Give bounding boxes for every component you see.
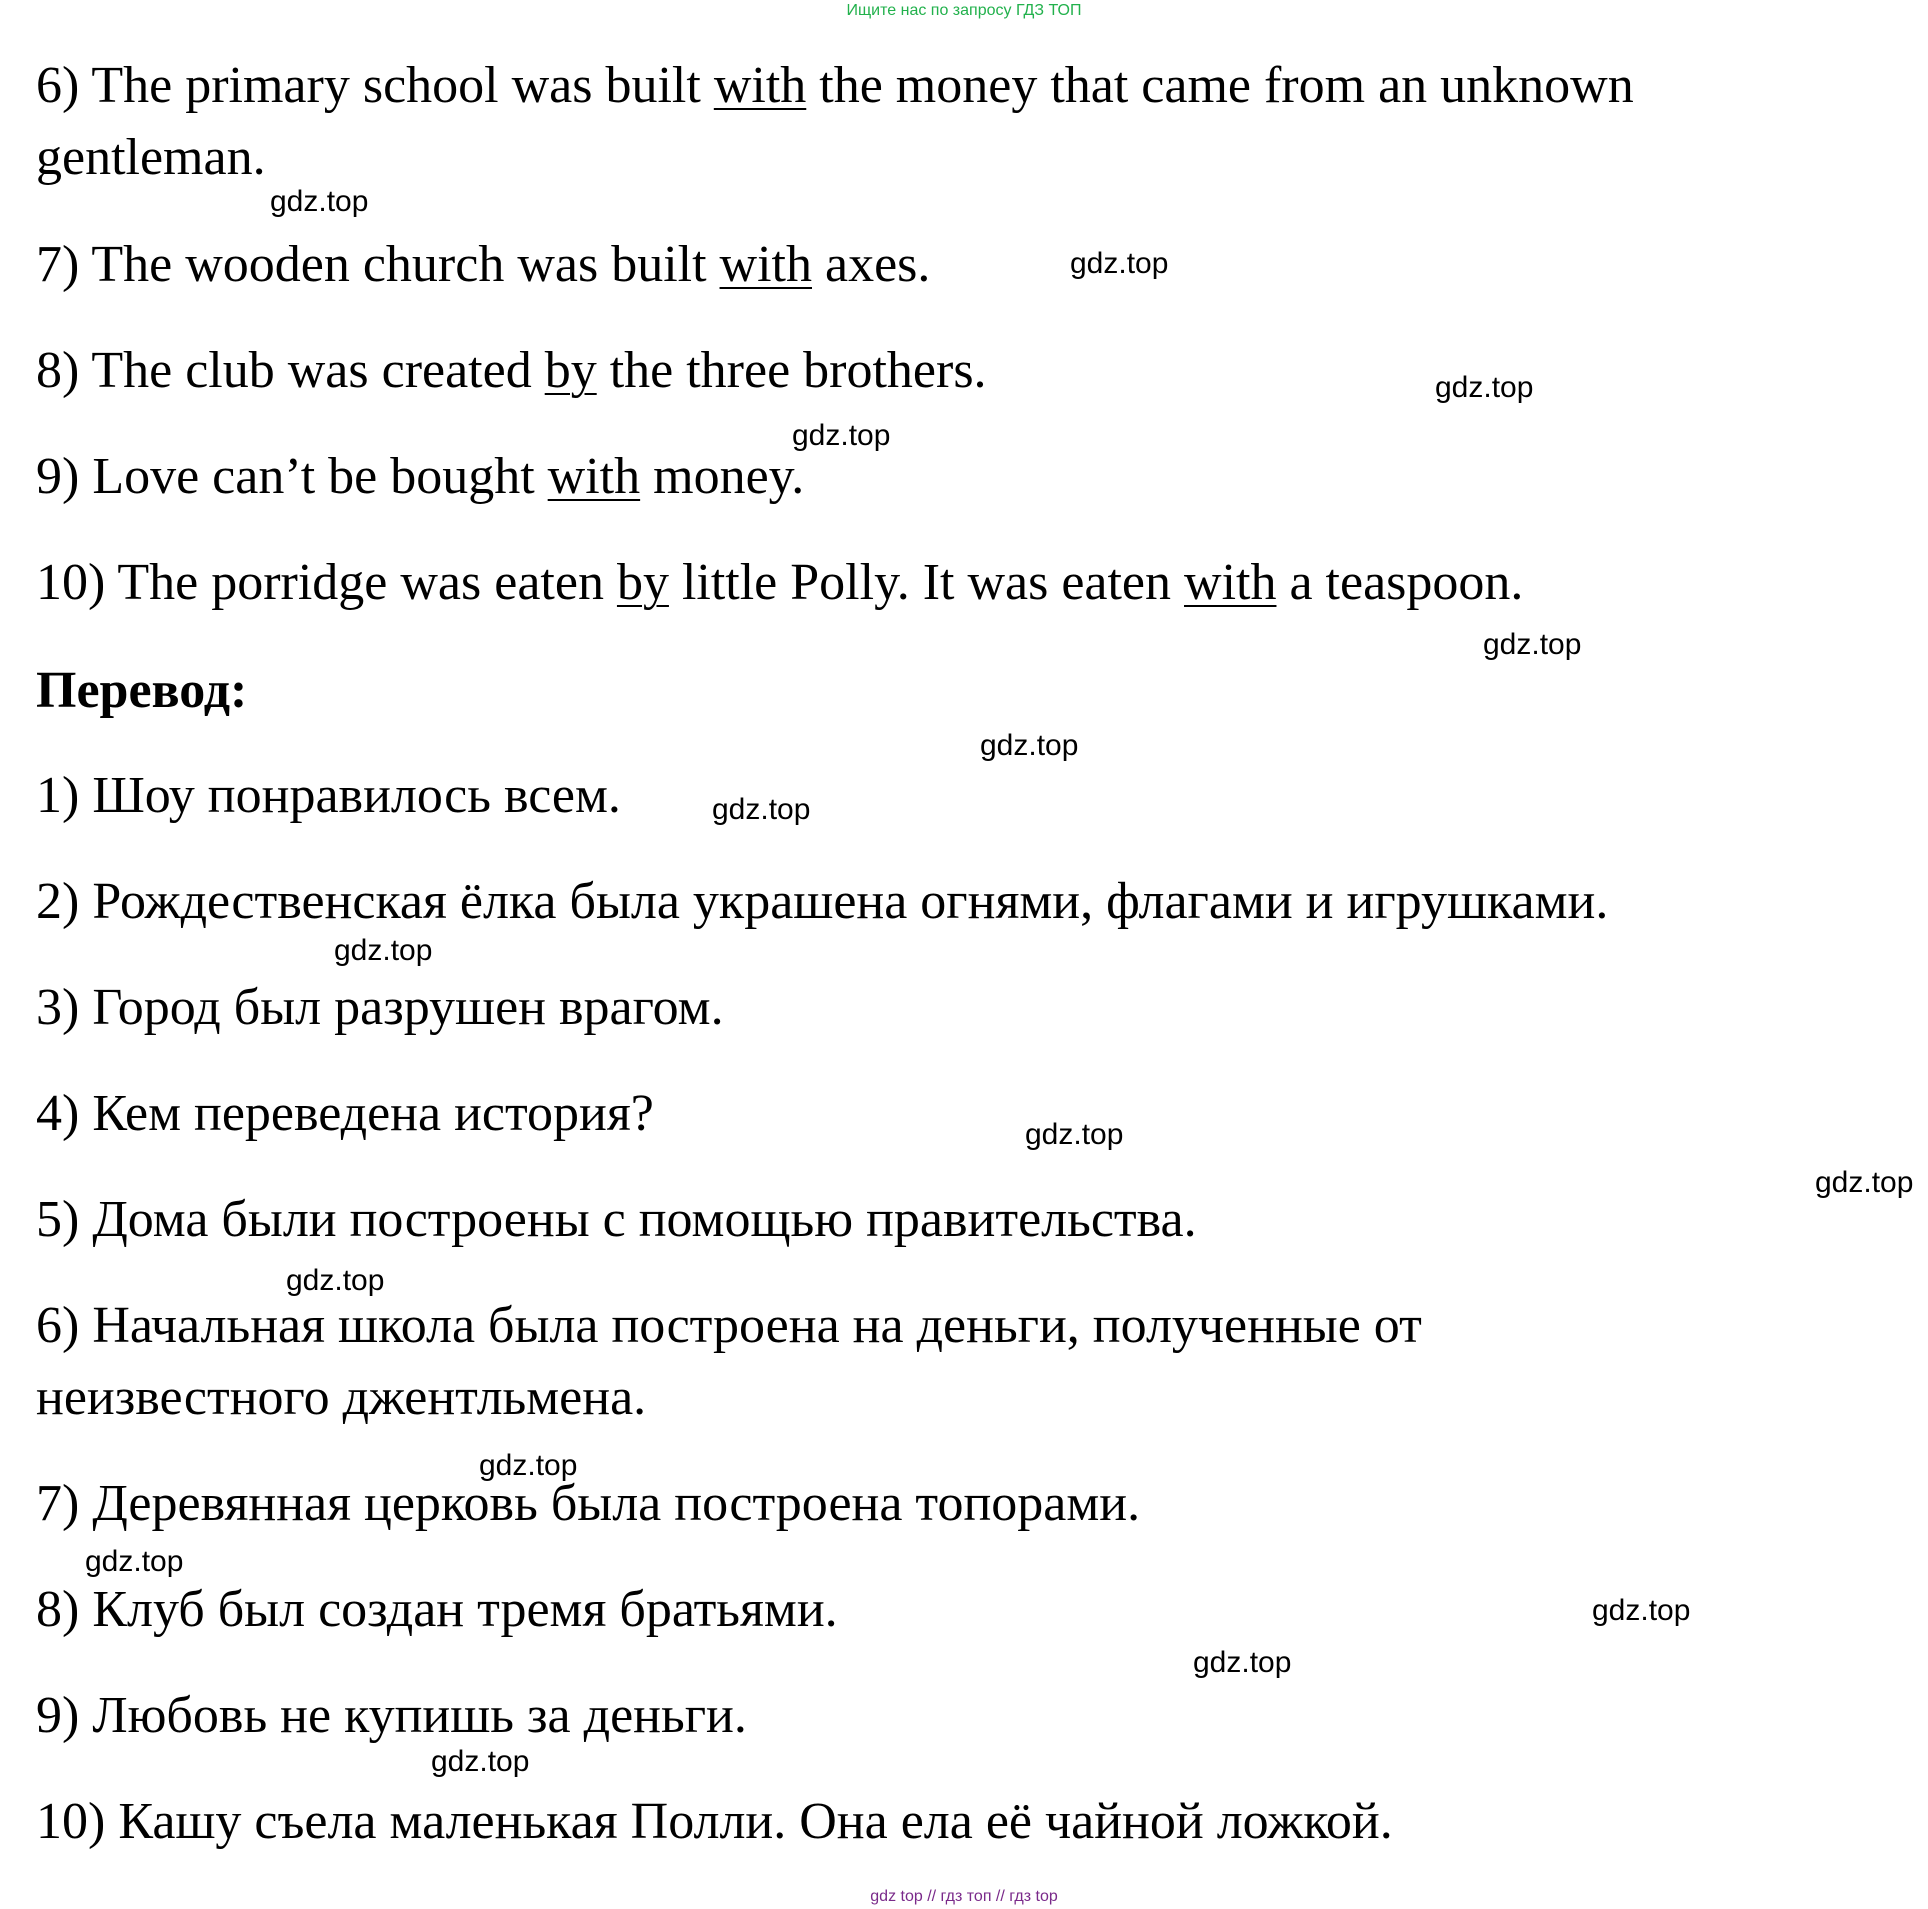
translation-9: 9) Любовь не купишь за деньги. [36, 1687, 747, 1744]
translation-10: 10) Кашу съела маленькая Полли. Она ела её чайной ложкой. [36, 1793, 1393, 1850]
watermark: gdz.top [286, 1264, 385, 1297]
top-banner: Ищите нас по запросу ГДЗ ТОП [846, 2, 1082, 19]
translation-6: 6) Начальная школа была построена на деньги, полученные от [36, 1297, 1422, 1354]
sentence-8-en: 8) The club was created by the three brothers. [36, 342, 987, 399]
sentence-7-en: 7) The wooden church was built with axes. [36, 236, 931, 293]
watermark: gdz.top [1070, 247, 1169, 280]
sentence-6-en: 6) The primary school was built with the money that came from an unknown [36, 57, 1634, 114]
watermark: gdz.top [479, 1449, 578, 1482]
watermark: gdz.top [712, 793, 811, 826]
translation-5: 5) Дома были построены с помощью правительства. [36, 1191, 1197, 1248]
watermark: gdz.top [1592, 1594, 1691, 1627]
translation-1: 1) Шоу понравилось всем. [36, 767, 621, 824]
watermark: gdz.top [980, 729, 1079, 762]
translation-2: 2) Рождественская ёлка была украшена огнями, флагами и игрушками. [36, 873, 1609, 930]
watermark: gdz.top [1193, 1646, 1292, 1679]
watermark: gdz.top [1435, 371, 1534, 404]
sentence-10-en: 10) The porridge was eaten by little Polly. It was eaten with a teaspoon. [36, 554, 1524, 611]
watermark: gdz.top [431, 1745, 530, 1778]
watermark: gdz.top [270, 185, 369, 218]
translation-4: 4) Кем переведена история? [36, 1085, 654, 1142]
translation-3: 3) Город был разрушен врагом. [36, 979, 724, 1036]
translation-8: 8) Клуб был создан тремя братьями. [36, 1581, 838, 1638]
translation-7: 7) Деревянная церковь была построена топорами. [36, 1475, 1141, 1532]
watermark: gdz.top [1483, 628, 1582, 661]
watermark: gdz.top [1815, 1166, 1914, 1199]
translation-heading: Перевод: [36, 662, 248, 719]
watermark: gdz.top [1025, 1118, 1124, 1151]
translation-6-cont: неизвестного джентльмена. [36, 1369, 647, 1426]
sentence-6-en-cont: gentleman. [36, 129, 266, 186]
watermark: gdz.top [85, 1545, 184, 1578]
bottom-footer: gdz top // гдз топ // гдз top [870, 1888, 1058, 1905]
sentence-9-en: 9) Love can’t be bought with money. [36, 448, 805, 505]
watermark: gdz.top [334, 934, 433, 967]
watermark: gdz.top [792, 419, 891, 452]
